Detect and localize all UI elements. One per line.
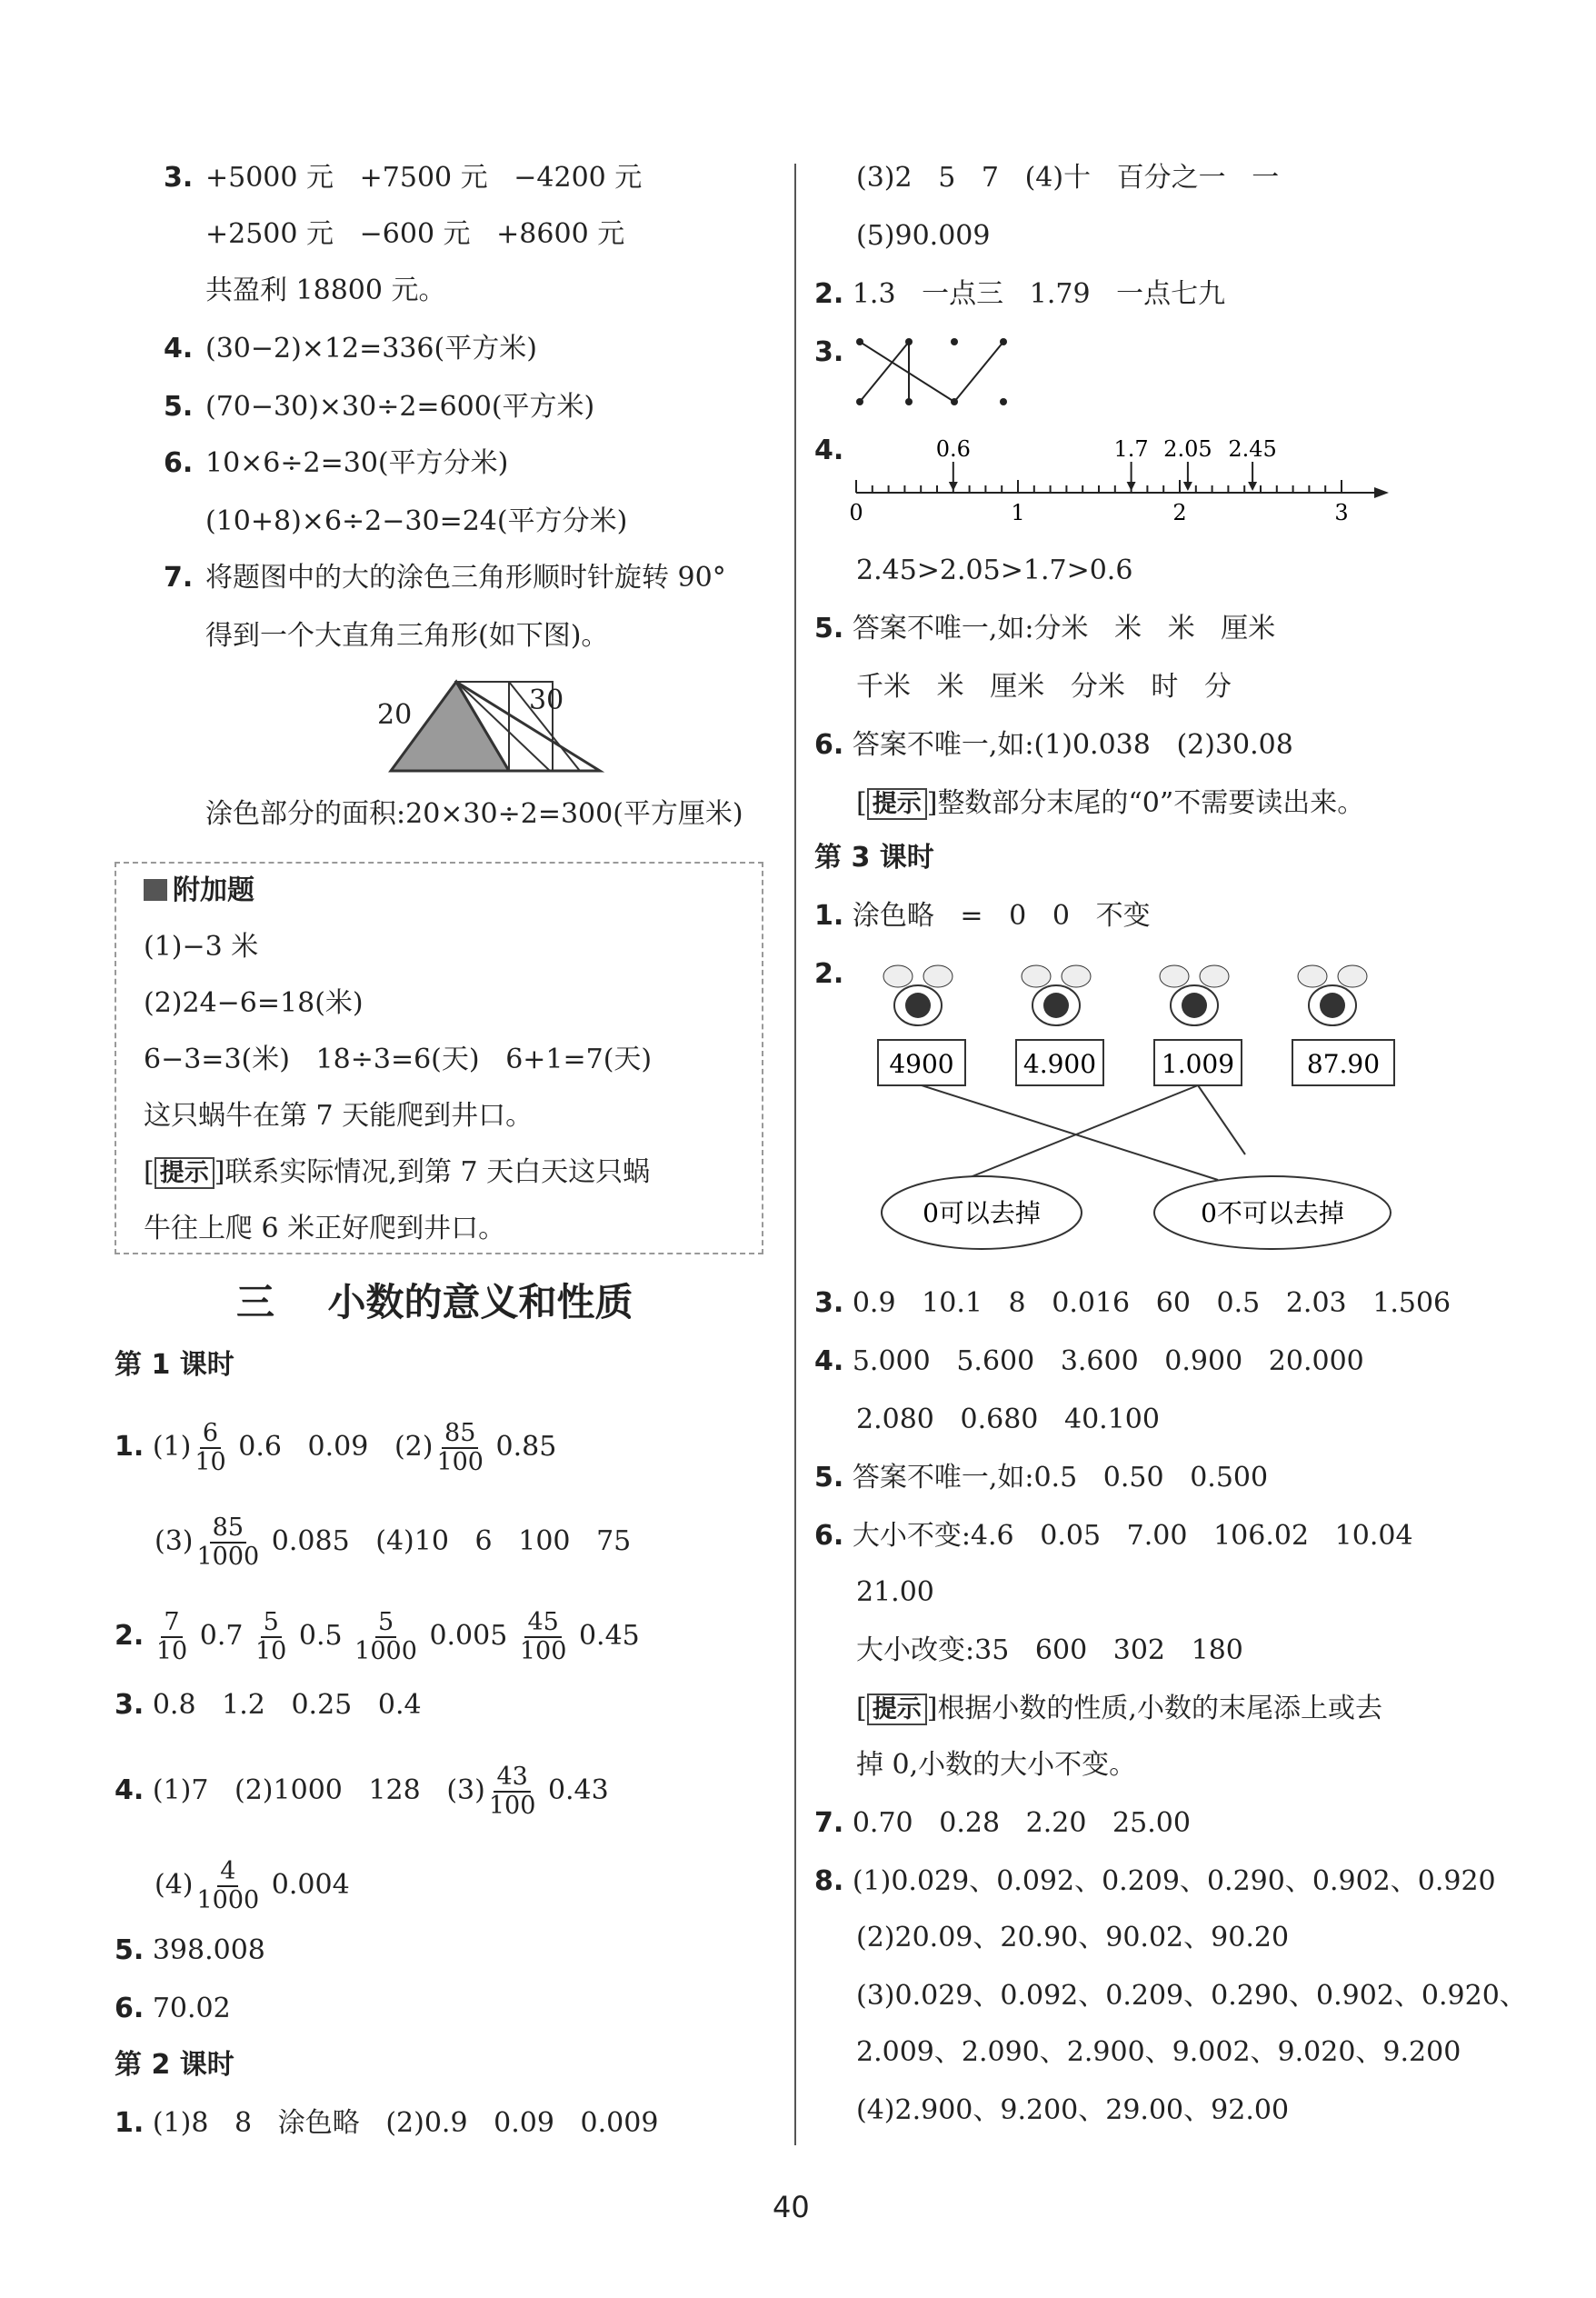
chapter-heading: 三 小数的意义和性质 — [236, 1280, 633, 1324]
extra-line5: [ 提示 ]联系实际情况,到第 7 天白天这只蜗 — [144, 1156, 651, 1188]
r-q6: 6. 答案不唯一,如:(1)0.038 (2)30.08 — [814, 729, 1293, 761]
s-q5: 5. 答案不唯一,如:0.5 0.50 0.500 — [814, 1462, 1269, 1494]
bee-icon — [1298, 965, 1367, 1025]
tick-label: 3 — [1334, 500, 1349, 525]
s-q6-tip: [ 提示 ]根据小数的性质,小数的末尾添上或去 — [856, 1693, 1382, 1724]
card-1: 4900 — [889, 1049, 954, 1079]
q7-line2: 得到一个大直角三角形(如下图)。 — [205, 620, 609, 652]
cloud-2-text: 0不可以去掉 — [1201, 1198, 1344, 1228]
card-3: 1.009 — [1161, 1049, 1235, 1079]
l1-q2: 2. $\frac{7}{10}$ 0.7 $\frac{5}{10}$ 0.5 $\frac{5}{1000}$ 0.005 $\frac{45}{100}$ 0.45 — [115, 1608, 640, 1665]
page-number: 40 — [773, 2190, 810, 2224]
extra-title: 附加题 — [144, 873, 254, 909]
axis-arrow — [1374, 487, 1389, 498]
l1-q5: 5. 398.008 — [115, 1934, 265, 1966]
s-q8-line5: (4)2.900、9.200、29.00、92.00 — [856, 2094, 1290, 2126]
point-label: 2.05 — [1163, 436, 1212, 462]
point-arrowhead — [1248, 482, 1257, 491]
bee-icon — [1022, 965, 1091, 1025]
q4-text: (30−2)×12=336(平方米) — [205, 333, 537, 365]
bees-figure — [854, 954, 1436, 1264]
l1-q1: 1. (1) $\frac{6}{10}$ 0.6 0.09 (2) $\frac{85}{100}$ 0.85 — [115, 1419, 557, 1476]
column-divider — [794, 164, 796, 2145]
r-q4-text: 2.45>2.05>1.7>0.6 — [856, 555, 1133, 586]
extra-line4: 这只蜗牛在第 7 天能爬到井口。 — [144, 1100, 534, 1132]
tick-label: 0 — [849, 500, 863, 525]
point-arrowhead — [1183, 482, 1192, 491]
r-line1: (3)2 5 7 (4)十 百分之一 一 — [856, 162, 1280, 194]
q7-line3: 涂色部分的面积:20×30÷2=300(平方厘米) — [205, 798, 743, 830]
q6-line1: 10×6÷2=30(平方分米) — [205, 447, 509, 479]
s-q6-line2: 21.00 — [856, 1576, 934, 1608]
q6: 6. — [164, 447, 194, 479]
r-line2: (5)90.009 — [856, 220, 991, 252]
point-label: 2.45 — [1228, 436, 1277, 462]
extra-title-icon — [144, 879, 167, 901]
number-line — [845, 436, 1391, 527]
r-q3: 3. — [814, 336, 844, 368]
l1-q4: 4. (1)7 (2)1000 128 (3) $\frac{43}{100}$ 0.43 — [115, 1763, 609, 1820]
q6-line2: (10+8)×6÷2−30=24(平方分米) — [205, 505, 628, 537]
s-q8-line4: 2.009、2.090、2.900、9.002、9.020、9.200 — [856, 2036, 1461, 2068]
fig-label-b: 30 — [529, 684, 564, 716]
tick-label: 2 — [1172, 500, 1187, 525]
q5-text: (70−30)×30÷2=600(平方米) — [205, 391, 595, 423]
q4: 4. — [164, 333, 194, 365]
s-q2: 2. — [814, 958, 844, 990]
q3-line3: 共盈利 18800 元。 — [205, 275, 446, 306]
q7: 7. — [164, 562, 194, 594]
s-q4-line2: 2.080 0.680 40.100 — [856, 1404, 1160, 1435]
s-q8-line2: (2)20.09、20.90、90.02、90.20 — [856, 1922, 1290, 1953]
cloud-1-text: 0可以去掉 — [923, 1198, 1041, 1228]
matching-lines — [853, 336, 1016, 409]
s-q4: 4. 5.000 5.600 3.600 0.900 20.000 — [814, 1345, 1364, 1377]
point-label: 0.6 — [935, 436, 971, 462]
point-label: 1.7 — [1113, 436, 1149, 462]
extra-line2: (2)24−6=18(米) — [144, 987, 364, 1019]
r-q5: 5. 答案不唯一,如:分米 米 米 厘米 — [814, 613, 1276, 644]
tick-label: 1 — [1011, 500, 1025, 525]
extra-line3: 6−3=3(米) 18÷3=6(天) 6+1=7(天) — [144, 1044, 653, 1075]
s-q7: 7. 0.70 0.28 2.20 25.00 — [814, 1807, 1191, 1839]
l2-q1: 1. (1)8 8 涂色略 (2)0.9 0.09 0.009 — [115, 2107, 659, 2139]
r-q4: 4. — [814, 435, 844, 466]
card-4: 87.90 — [1306, 1049, 1381, 1079]
fig-label-a: 20 — [377, 699, 413, 731]
point-arrowhead — [949, 482, 958, 491]
triangle-figure — [373, 671, 609, 780]
l1-q3: 3. 0.8 1.2 0.25 0.4 — [115, 1689, 422, 1721]
lesson1-title: 第 1 课时 — [115, 1349, 234, 1381]
q3: 3. — [164, 162, 194, 194]
r-q2: 2. 1.3 一点三 1.79 一点七九 — [814, 278, 1226, 310]
s-q6: 6. 大小不变:4.6 0.05 7.00 106.02 10.04 — [814, 1520, 1413, 1552]
l1-q1b: (3) $\frac{85}{1000}$ 0.085 (4)10 6 100 75 — [155, 1514, 632, 1571]
bee-icon — [883, 965, 953, 1025]
l1-q4b: (4) $\frac{4}{1000}$ 0.004 — [155, 1857, 350, 1914]
lesson3-title: 第 3 课时 — [814, 842, 934, 874]
l1-q6: 6. 70.02 — [115, 1993, 231, 2024]
card-2: 4.900 — [1022, 1049, 1097, 1079]
s-q6-line5: 掉 0,小数的大小不变。 — [856, 1749, 1137, 1781]
q5: 5. — [164, 391, 194, 423]
r-q5-line2: 千米 米 厘米 分米 时 分 — [856, 671, 1232, 703]
point-arrowhead — [1127, 482, 1136, 491]
lesson2-title: 第 2 课时 — [115, 2049, 234, 2081]
s-q8: 8. (1)0.029、0.092、0.209、0.290、0.902、0.920 — [814, 1865, 1496, 1897]
s-q3: 3. 0.9 10.1 8 0.016 60 0.5 2.03 1.506 — [814, 1287, 1451, 1319]
s-q6-line3: 大小改变:35 600 302 180 — [856, 1634, 1243, 1666]
q3-line1: +5000 元 +7500 元 −4200 元 — [205, 162, 643, 194]
q7-line1: 将题图中的大的涂色三角形顺时针旋转 90° — [205, 562, 726, 594]
s-q8-line3: (3)0.029、0.092、0.209、0.290、0.902、0.920、 — [856, 1980, 1527, 2012]
extra-line1: (1)−3 米 — [144, 931, 259, 963]
extra-line6: 牛往上爬 6 米正好爬到井口。 — [144, 1213, 506, 1244]
q3-line2: +2500 元 −600 元 +8600 元 — [205, 218, 625, 250]
s-q1: 1. 涂色略 = 0 0 不变 — [814, 900, 1151, 932]
r-q6-tip: [ 提示 ]整数部分末尾的“0”不需要读出来。 — [856, 787, 1365, 819]
bee-icon — [1160, 965, 1229, 1025]
